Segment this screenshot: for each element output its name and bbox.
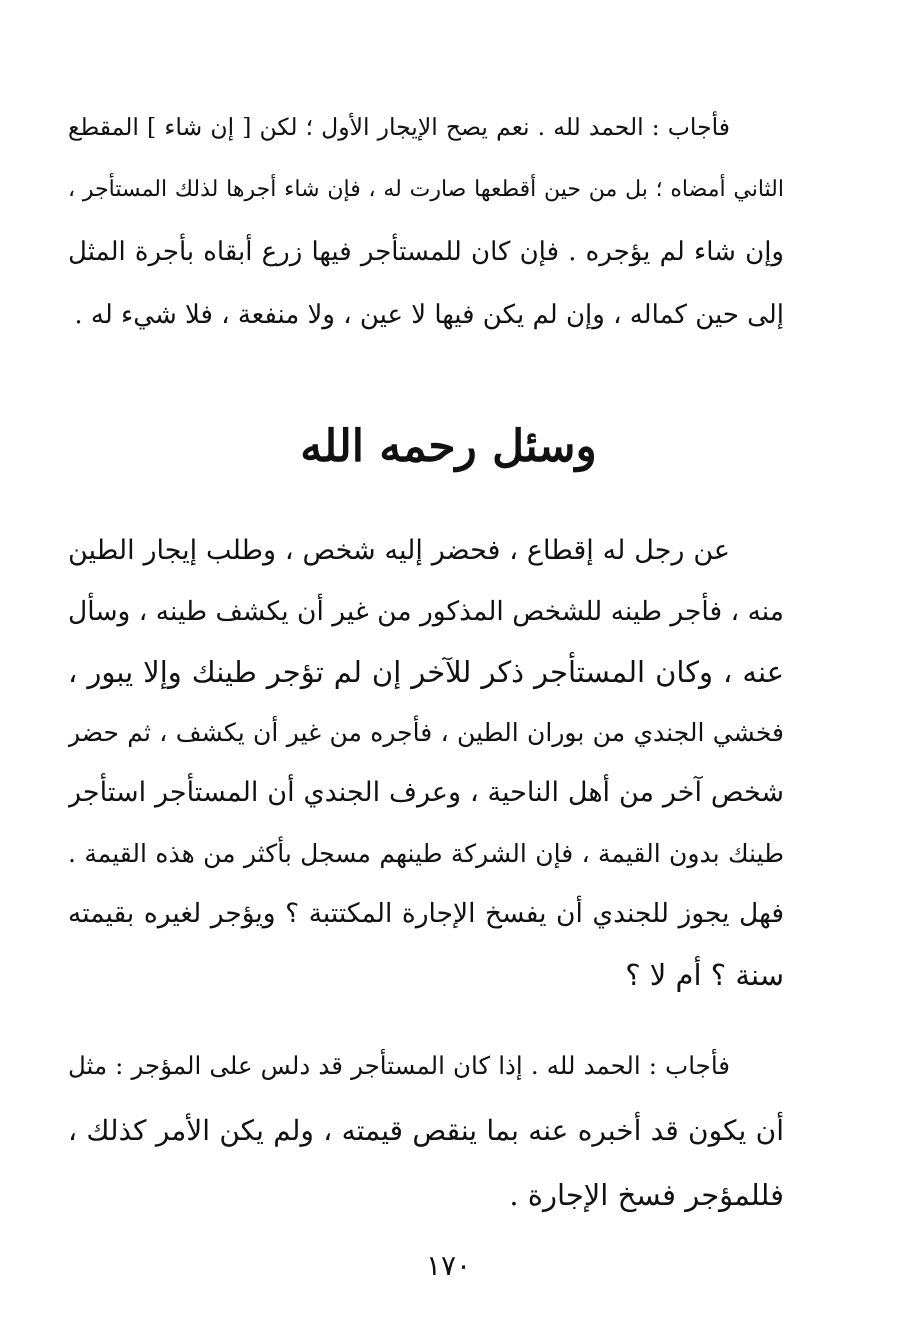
- text-line: أن يكون قد أخبره عنه بما ينقص قيمته ، ولم يكن الأمر كذلك ،: [68, 1114, 784, 1147]
- text-line: فأجاب : الحمد لله . إذا كان المستأجر قد دلس على المؤجر : مثل: [68, 1051, 730, 1080]
- text-line: وإن شاء لم يؤجره . فإن كان للمستأجر فيها زرع أبقاه بأجرة المثل: [68, 237, 784, 267]
- text-line: فخشي الجندي من بوران الطين ، فأجره من غير أن يكشف ، ثم حضر: [68, 717, 784, 747]
- text-line: الثاني أمضاه ؛ بل من حين أقطعها صارت له ، فإن شاء أجرها لذلك المستأجر ،: [68, 176, 784, 202]
- page-number: ١٧٠: [425, 1249, 472, 1282]
- text-line: شخص آخر من أهل الناحية ، وعرف الجندي أن المستأجر استأجر: [68, 777, 784, 808]
- text-line: طينك بدون القيمة ، فإن الشركة طينهم مسجل بأكثر من هذه القيمة .: [68, 838, 784, 868]
- text-line: سنة ؟ أم لا ؟: [625, 957, 784, 992]
- answer-paragraph-1: [68, 96, 784, 346]
- question-paragraph: [68, 521, 784, 1005]
- text-line: عنه ، وكان المستأجر ذكر للآخر إن لم تؤجر طينك وإلا يبور ،: [68, 655, 784, 689]
- text-line: إلى حين كماله ، وإن لم يكن فيها لا عين ، ولا منفعة ، فلا شيء له .: [74, 299, 784, 330]
- answer-paragraph-2: [68, 1033, 784, 1228]
- text-line: منه ، فأجر طينه للشخص المذكور من غير أن يكشف طينه ، وسأل: [68, 595, 784, 627]
- text-line: فللمؤجر فسخ الإجارة .: [509, 1178, 784, 1212]
- section-heading: وسئل رحمه الله: [300, 421, 597, 472]
- text-line: فأجاب : الحمد لله . نعم يصح الإيجار الأول ؛ لكن [ إن شاء ] المقطع: [68, 113, 730, 141]
- text-line: عن رجل له إقطاع ، فحضر إليه شخص ، وطلب إيجار الطين: [68, 535, 730, 566]
- text-line: فهل يجوز للجندي أن يفسخ الإجارة المكتتبة ؟ ويؤجر لغيره بقيمته: [68, 898, 784, 929]
